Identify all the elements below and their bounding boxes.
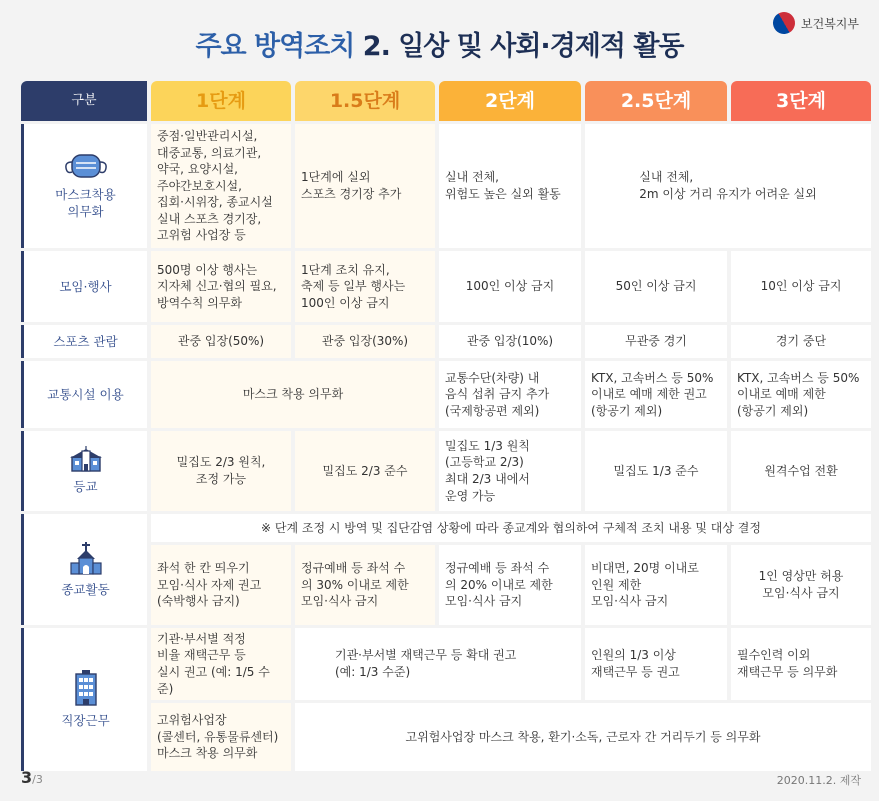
sports-stage1-5: 관중 입장(30%): [295, 325, 435, 358]
title-part1: 주요 방역조치: [195, 31, 355, 62]
work-stage1-5-3-highrisk: 고위험사업장 마스크 착용, 환기·소독, 근로자 간 거리두기 등 의무화: [295, 703, 871, 771]
religion-stage2: 정규예배 등 좌석 수 의 20% 이내로 제한 모임·식사 금지: [439, 545, 581, 625]
transport-stage2: 교통수단(차량) 내 음식 섭취 금지 추가 (국제항공편 제외): [439, 361, 581, 428]
sports-stage2: 관중 입장(10%): [439, 325, 581, 358]
transport-stage1-1-5: 마스크 착용 의무화: [151, 361, 435, 428]
school-stage2-5: 밀집도 1/3 준수: [585, 431, 727, 511]
row-label-mask-text: 마스크착용 의무화: [55, 186, 116, 219]
measures-table: [21, 81, 863, 761]
gathering-stage2: 100인 이상 금지: [439, 251, 581, 322]
sports-stage2-5: 무관중 경기: [585, 325, 727, 358]
col-header-stage2: 2단계: [439, 81, 581, 121]
mask-stage2-5-3: 실내 전체, 2m 이상 거리 유지가 어려운 실외: [585, 124, 871, 248]
title-part2: 2. 일상 및 사회·경제적 활동: [362, 31, 684, 62]
school-stage1: 밀집도 2/3 원칙, 조정 가능: [151, 431, 291, 511]
row-label-religion: [21, 514, 147, 625]
mask-stage1-5: 1단계에 실외 스포츠 경기장 추가: [295, 124, 435, 248]
row-label-gathering: 모임·행사: [21, 251, 147, 322]
gathering-stage3: 10인 이상 금지: [731, 251, 871, 322]
transport-stage3: KTX, 고속버스 등 50% 이내로 예매 제한 (항공기 제외): [731, 361, 871, 428]
work-stage2-5-telework: 인원의 1/3 이상 재택근무 등 권고: [585, 628, 727, 700]
gathering-stage1: 500명 이상 행사는 지자체 신고·협의 필요, 방역수칙 의무화: [151, 251, 291, 322]
school-stage3: 원격수업 전환: [731, 431, 871, 511]
col-header-stage1: 1단계: [151, 81, 291, 121]
mask-icon: [64, 152, 108, 180]
sports-stage3: 경기 중단: [731, 325, 871, 358]
religion-stage2-5: 비대면, 20명 이내로 인원 제한 모임·식사 금지: [585, 545, 727, 625]
row-label-work-text: 직장근무: [61, 712, 110, 728]
page-indicator: [21, 768, 43, 787]
row-label-work: [21, 628, 147, 771]
transport-stage2-5: KTX, 고속버스 등 50% 이내로 예매 제한 권고 (항공기 제외): [585, 361, 727, 428]
gathering-stage1-5: 1단계 조치 유지, 축제 등 일부 행사는 100인 이상 금지: [295, 251, 435, 322]
col-header-category: 구분: [21, 81, 147, 121]
office-building-icon: [73, 670, 99, 706]
work-stage1-highrisk: 고위험사업장 (콜센터, 유통물류센터) 마스크 착용 의무화: [151, 703, 291, 771]
row-label-school: [21, 431, 147, 511]
school-stage1-5: 밀집도 2/3 준수: [295, 431, 435, 511]
row-label-school-text: 등교: [73, 479, 98, 495]
row-label-sports: 스포츠 관람: [21, 325, 147, 358]
school-icon: [69, 446, 103, 472]
work-stage1-telework: 기관·부서별 적정 비율 재택근무 등 실시 권고 (예: 1/5 수준): [151, 628, 291, 700]
religion-stage3: 1인 영상만 허용 모임·식사 금지: [731, 545, 871, 625]
religion-note: ※ 단계 조정 시 방역 및 집단감염 상황에 따라 종교계와 협의하여 구체적 조치 내용 및 대상 결정: [151, 514, 871, 542]
page-total: /3: [32, 773, 43, 786]
religion-stage1: 좌석 한 칸 띄우기 모임·식사 자제 권고 (숙박행사 금지): [151, 545, 291, 625]
page-title: [0, 24, 879, 63]
row-label-transport: 교통시설 이용: [21, 361, 147, 428]
row-label-religion-text: 종교활동: [61, 581, 110, 597]
sports-stage1: 관중 입장(50%): [151, 325, 291, 358]
mask-stage2: 실내 전체, 위험도 높은 실외 활동: [439, 124, 581, 248]
church-icon: [69, 541, 103, 575]
mask-stage1: 중점·일반관리시설, 대중교통, 의료기관, 약국, 요양시설, 주야간보호시설, 집회·시위장, 종교시설 실내 스포츠 경기장, 고위험 사업장 등: [151, 124, 291, 248]
org-name: 보건복지부: [801, 16, 859, 31]
col-header-stage2-5: 2.5단계: [585, 81, 727, 121]
religion-stage1-5: 정규예배 등 좌석 수 의 30% 이내로 제한 모임·식사 금지: [295, 545, 435, 625]
page-number: 3: [21, 768, 33, 787]
col-header-stage3: 3단계: [731, 81, 871, 121]
gathering-stage2-5: 50인 이상 금지: [585, 251, 727, 322]
row-label-mask: [21, 124, 147, 248]
col-header-stage1-5: 1.5단계: [295, 81, 435, 121]
work-stage1-5-2-telework: 기관·부서별 재택근무 등 확대 권고 (예: 1/3 수준): [295, 628, 581, 700]
work-stage3-telework: 필수인력 이외 재택근무 등 의무화: [731, 628, 871, 700]
production-date: 2020.11.2. 제작: [776, 774, 861, 787]
school-stage2: 밀집도 1/3 원칙 (고등학교 2/3) 최대 2/3 내에서 운영 가능: [439, 431, 581, 511]
